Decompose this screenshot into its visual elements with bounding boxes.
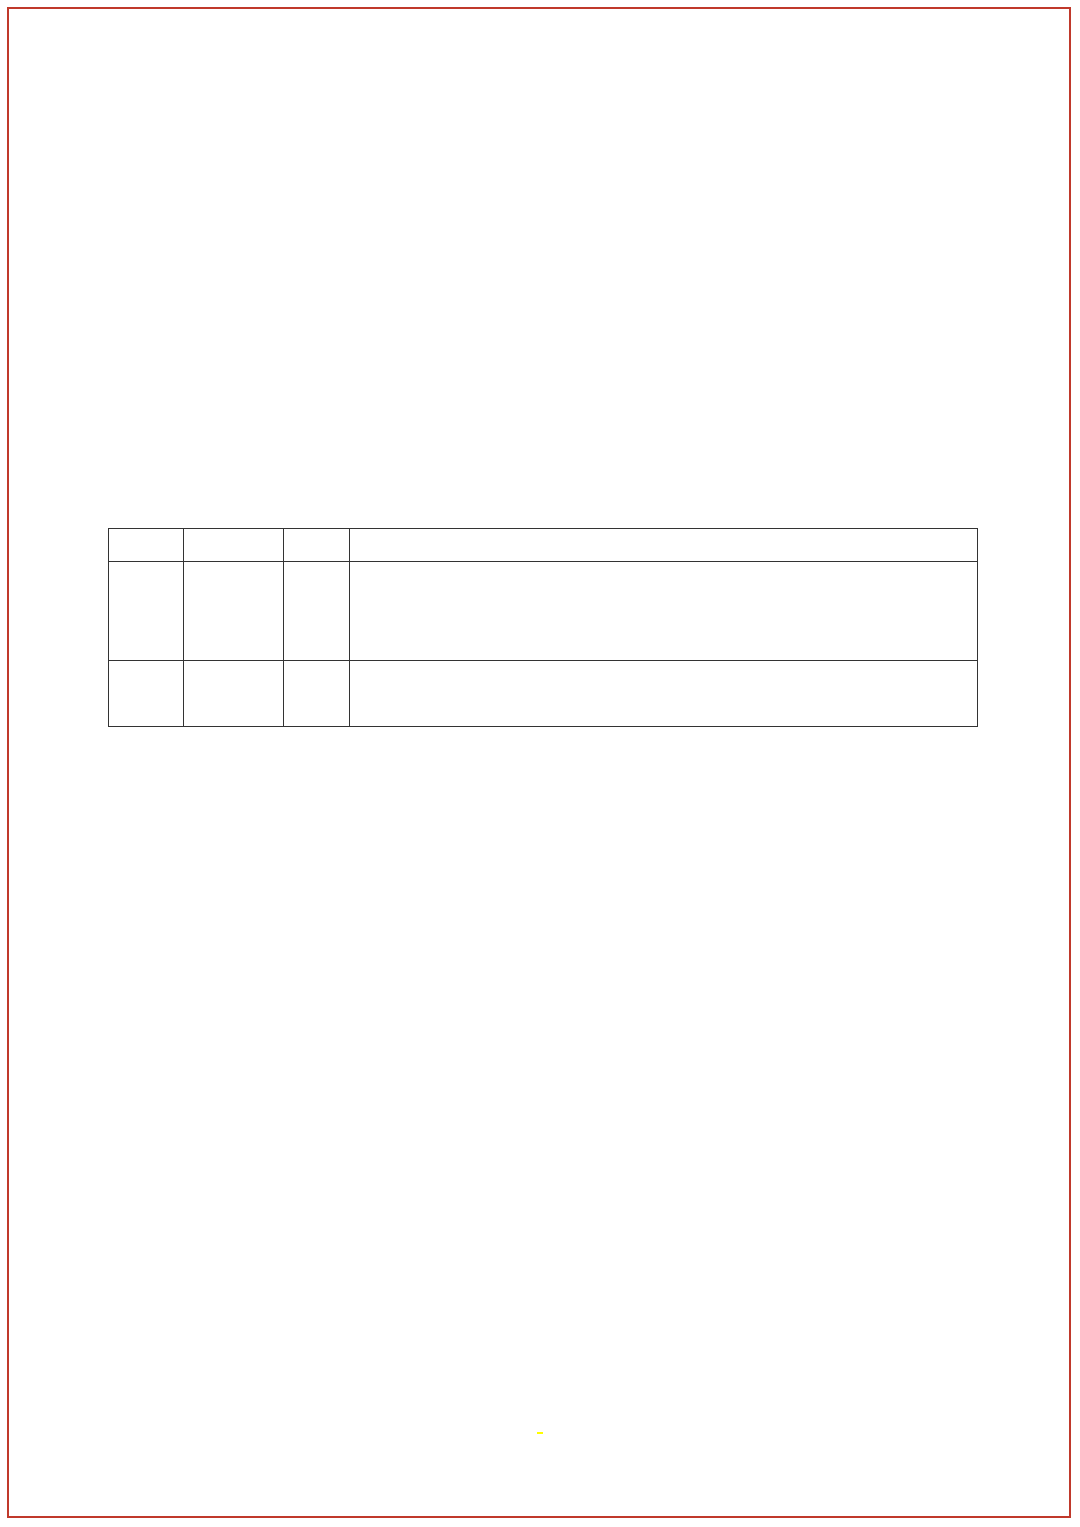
page-number: [537, 1432, 543, 1434]
influence-line-3: [93, 465, 993, 498]
header-effect: [350, 529, 978, 562]
header-direction: [184, 529, 284, 562]
header-monsoon: [109, 529, 184, 562]
header-property: [284, 529, 350, 562]
winter-effect: [350, 562, 978, 661]
winter-property: [284, 562, 350, 661]
summer-effect: [350, 661, 978, 727]
winter-monsoon-name: [109, 562, 184, 661]
influence-line-2: [93, 433, 993, 466]
monsoon-table: [108, 528, 978, 727]
section-title: [0, 1030, 1080, 1060]
table-row-winter: [109, 562, 978, 661]
content-ocean-land: [93, 400, 993, 530]
winter-direction: [184, 562, 284, 661]
table-header-row: [109, 529, 978, 562]
page-footer: [0, 1419, 1080, 1438]
cause-line: [93, 498, 993, 531]
table-row-summer: [109, 661, 978, 727]
summer-property: [284, 661, 350, 727]
summer-direction: [184, 661, 284, 727]
page-border: [7, 7, 1071, 1518]
influence-line-1: [93, 400, 993, 433]
summer-monsoon-name: [109, 661, 184, 727]
